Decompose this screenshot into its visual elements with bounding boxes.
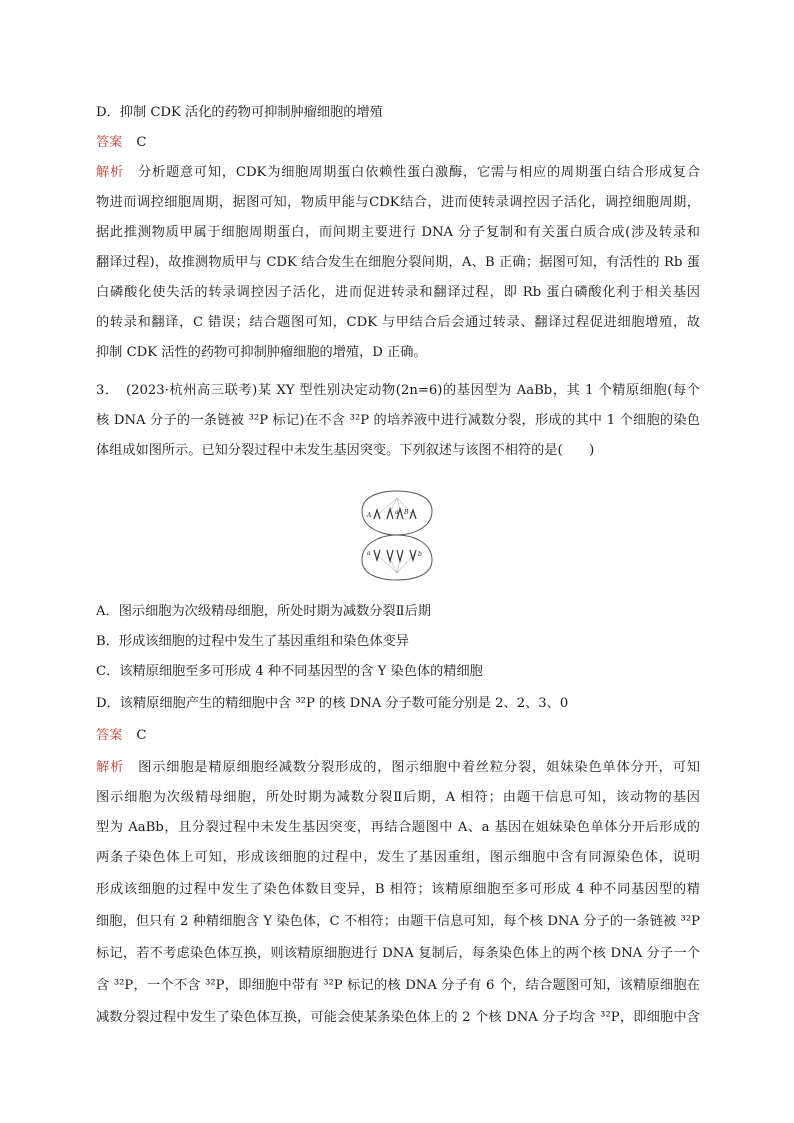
q2-analysis-line-2: 物进而调控细胞周期，据图可知，物质甲能与CDK结合，进而使转录调控因子活化，调控细胞周期， [96,195,700,210]
answer-value: C [136,728,147,743]
gene-label-b: b [418,551,422,558]
q3-analysis-line-8: 含 ³²P，一个不含 ³²P，即细胞中带有 ³²P 标记的核 DNA 分子有 6 个，结合题图可知，该精原细胞在 [96,978,700,993]
q3-option-b: B．形成该细胞的过程中发生了基因重组和染色体变异 [96,634,410,649]
gene-label-a-top: a [395,509,399,516]
q2-analysis-line-3: 据此推测物质甲属于细胞周期蛋白，而间期主要进行 DNA 分子复制和有关蛋白质合成(涉及转录和 [96,225,700,240]
answer-value: C [136,135,147,150]
q3-option-a: A．图示细胞为次级精母细胞，所处时期为减数分裂Ⅱ后期 [96,604,431,619]
dividing-cell-figure [352,488,442,583]
q2-answer-row [96,133,146,153]
q3-analysis-line-4: 两条子染色体上可知，形成该细胞的过程中，发生了基因重组，图示细胞中含有同源染色体，说明 [96,850,700,865]
q2-analysis-line-4: 翻译过程)，故推测物质甲与 CDK 结合发生在细胞分裂间期，A、B 正确；据图可知，有活性的 Rb 蛋 [96,255,700,270]
q3-answer-row [96,726,146,746]
q3-stem-line-1: 3． (2023·杭州高三联考)某 XY 型性别决定动物(2n=6)的基因型为 AaBb，其 1 个精原细胞(每个 [96,383,700,398]
answer-label: 答案 [96,728,123,743]
q3-analysis-line-3: 型为 AaBb，且分裂过程中未发生基因突变，再结合题图中 A、a 基因在姐妹染色单体分开后形成的 [96,820,700,835]
q2-option-d: D．抑制 CDK 活化的药物可抑制肿瘤细胞的增殖 [96,105,383,120]
q3-analysis-line-7: 标记，若不考虑染色体互换，则该精原细胞进行 DNA 复制后，每条染色体上的两个核 DNA 分子一个 [96,946,700,961]
q2-analysis-line-6: 的转录和翻译，C 错误；结合题图可知，CDK 与甲结合后会通过转录、翻译过程促进细胞增殖，故 [96,315,700,330]
lower-chromosomes [374,550,416,561]
answer-label: 答案 [96,135,123,150]
analysis-label: 解析 [96,165,124,180]
q3-analysis-line-9: 减数分裂过程中发生了染色体互换，可能会使某条染色体上的 2 个核 DNA 分子均含 ³²P，即细胞中含 [96,1010,700,1025]
q2-analysis-line-1: 解析 分析题意可知，CDK为细胞周期蛋白依赖性蛋白激酶，它需与相应的周期蛋白结合形成复合 [96,165,700,180]
q3-analysis-line-2: 图示细胞为次级精母细胞，所处时期为减数分裂Ⅱ后期，A 相符；由题干信息可知，该动物的基因 [96,790,700,805]
q3-stem-line-2: 核 DNA 分子的一条链被 ³²P 标记)在不含 ³²P 的培养液中进行减数分裂，形成的其中 1 个细胞的染色 [96,413,700,428]
lower-spindle [374,552,416,573]
q3-stem-line-3: 体组成如图所示。已知分裂过程中未发生基因突变。下列叙述与该图不相符的是( ) [96,443,595,458]
gene-label-B: B [404,509,409,516]
q2-analysis-line-5: 白磷酸化使失活的转录调控因子活化，进而促进转录和翻译过程，即 Rb 蛋白磷酸化利于相关基因 [96,285,700,300]
q3-option-d: D．该精原细胞产生的精细胞中含 ³²P 的核 DNA 分子数可能分别是 2、2、3、0 [96,696,569,711]
gene-label-A: A [367,512,372,519]
analysis-label: 解析 [96,760,125,775]
cell-membrane [362,491,432,580]
q2-analysis-line-7: 抑制 CDK 活性的药物可抑制肿瘤细胞的增殖，D 正确。 [96,345,427,360]
gene-label-a-bottom: a [367,550,371,557]
q3-analysis-line-6: 细胞，但只有 2 种精细胞含 Y 染色体，C 不相符；由题干信息可知，每个核 DNA 分子的一条链被 ³²P [96,914,700,929]
q3-option-c: C．该精原细胞至多可形成 4 种不同基因型的含 Y 染色体的精细胞 [96,664,483,679]
q3-analysis-line-1: 解析 图示细胞是精原细胞经减数分裂形成的，图示细胞中着丝粒分裂，姐妹染色单体分开，可知 [96,760,700,775]
q3-analysis-line-5: 形成该细胞的过程中发生了染色体数目变异，B 相符；该精原细胞至多可形成 4 种不同基因型的精 [96,882,700,897]
